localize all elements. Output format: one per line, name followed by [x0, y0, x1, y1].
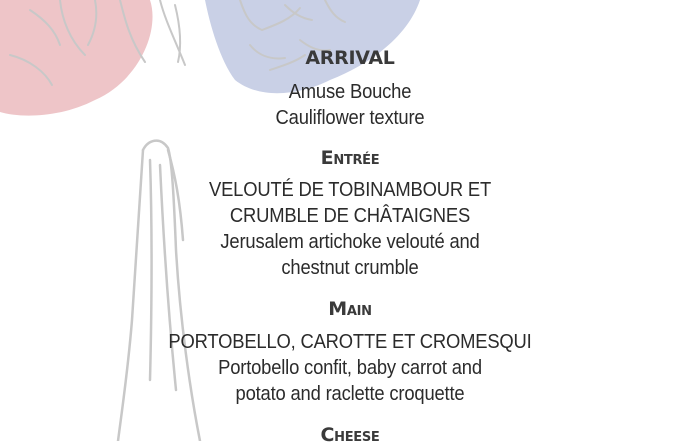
section-heading-entree: Entrée: [320, 147, 380, 169]
menu-line: Portobello confit, baby carrot and: [218, 357, 482, 379]
menu-line: VELOUTÉ DE TOBINAMBOUR ET: [208, 179, 492, 201]
menu-line: Amuse Bouche: [288, 81, 412, 103]
menu-line: Jerusalem artichoke velouté and: [220, 231, 480, 253]
menu-line: Cauliflower texture: [275, 107, 425, 129]
menu-line: CRUMBLE DE CHÂTAIGNES: [229, 205, 471, 227]
section-heading-main: Main: [328, 298, 372, 320]
section-heading-arrival: ARRIVAL: [305, 47, 395, 69]
menu-line: PORTOBELLO, CAROTTE ET CROMESQUI: [168, 331, 532, 353]
menu-line: potato and raclette croquette: [235, 383, 465, 405]
section-heading-cheese: Cheese: [320, 424, 380, 446]
menu-line: chestnut crumble: [281, 257, 419, 279]
